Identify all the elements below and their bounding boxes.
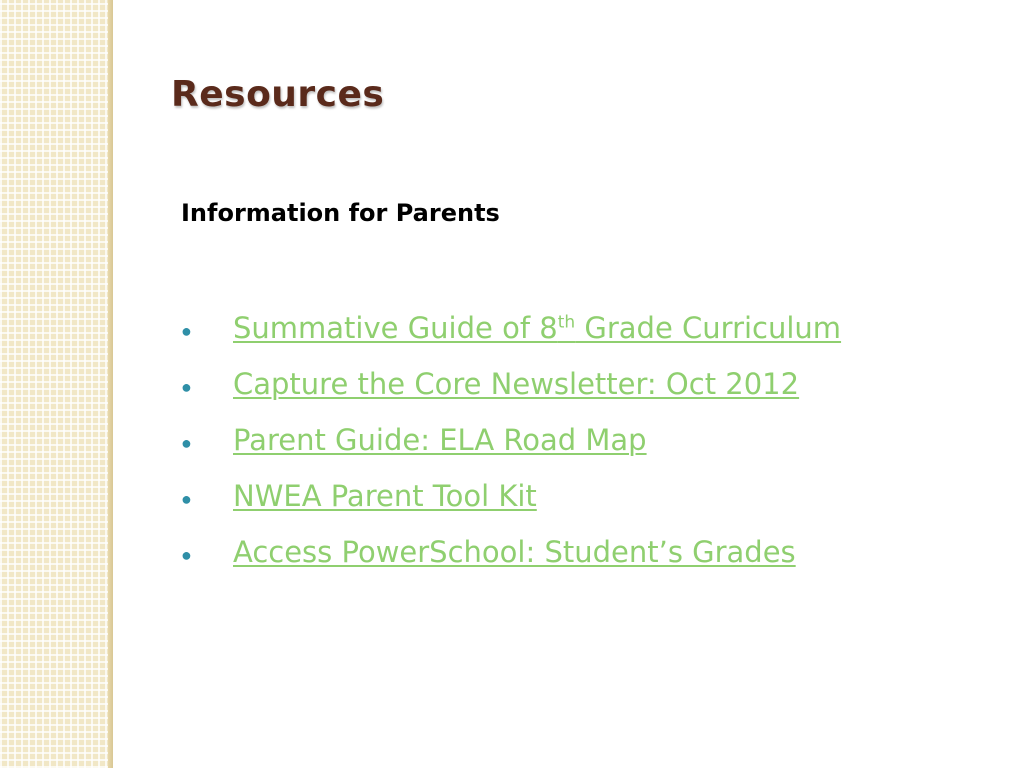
link-access-powerschool[interactable]: [233, 532, 796, 572]
link-text: Access PowerSchool: Student’s Grades: [233, 535, 796, 569]
link-text: Summative Guide of 8: [233, 311, 558, 345]
link-text: Capture the Core Newsletter: Oct 2012: [233, 367, 800, 401]
bullet-icon: ●: [181, 321, 192, 341]
bullet-icon: ●: [181, 489, 192, 509]
link-summative-guide[interactable]: [233, 308, 841, 348]
bullet-icon: ●: [181, 545, 192, 565]
slide-title: Resources: [171, 74, 385, 115]
link-parent-guide-ela[interactable]: [233, 420, 647, 460]
link-text: Grade Curriculum: [575, 311, 842, 345]
section-subtitle: Information for Parents: [181, 199, 500, 227]
link-capture-the-core-newsletter[interactable]: [233, 364, 799, 404]
link-text: Parent Guide: ELA Road Map: [233, 423, 647, 457]
bullet-icon: ●: [181, 433, 192, 453]
link-superscript: th: [557, 312, 576, 333]
decorative-side-band: [0, 0, 112, 768]
link-text: NWEA Parent Tool Kit: [233, 479, 537, 513]
link-nwea-parent-tool-kit[interactable]: [233, 476, 537, 516]
side-band-edge: [108, 0, 113, 768]
bullet-icon: ●: [181, 377, 192, 397]
